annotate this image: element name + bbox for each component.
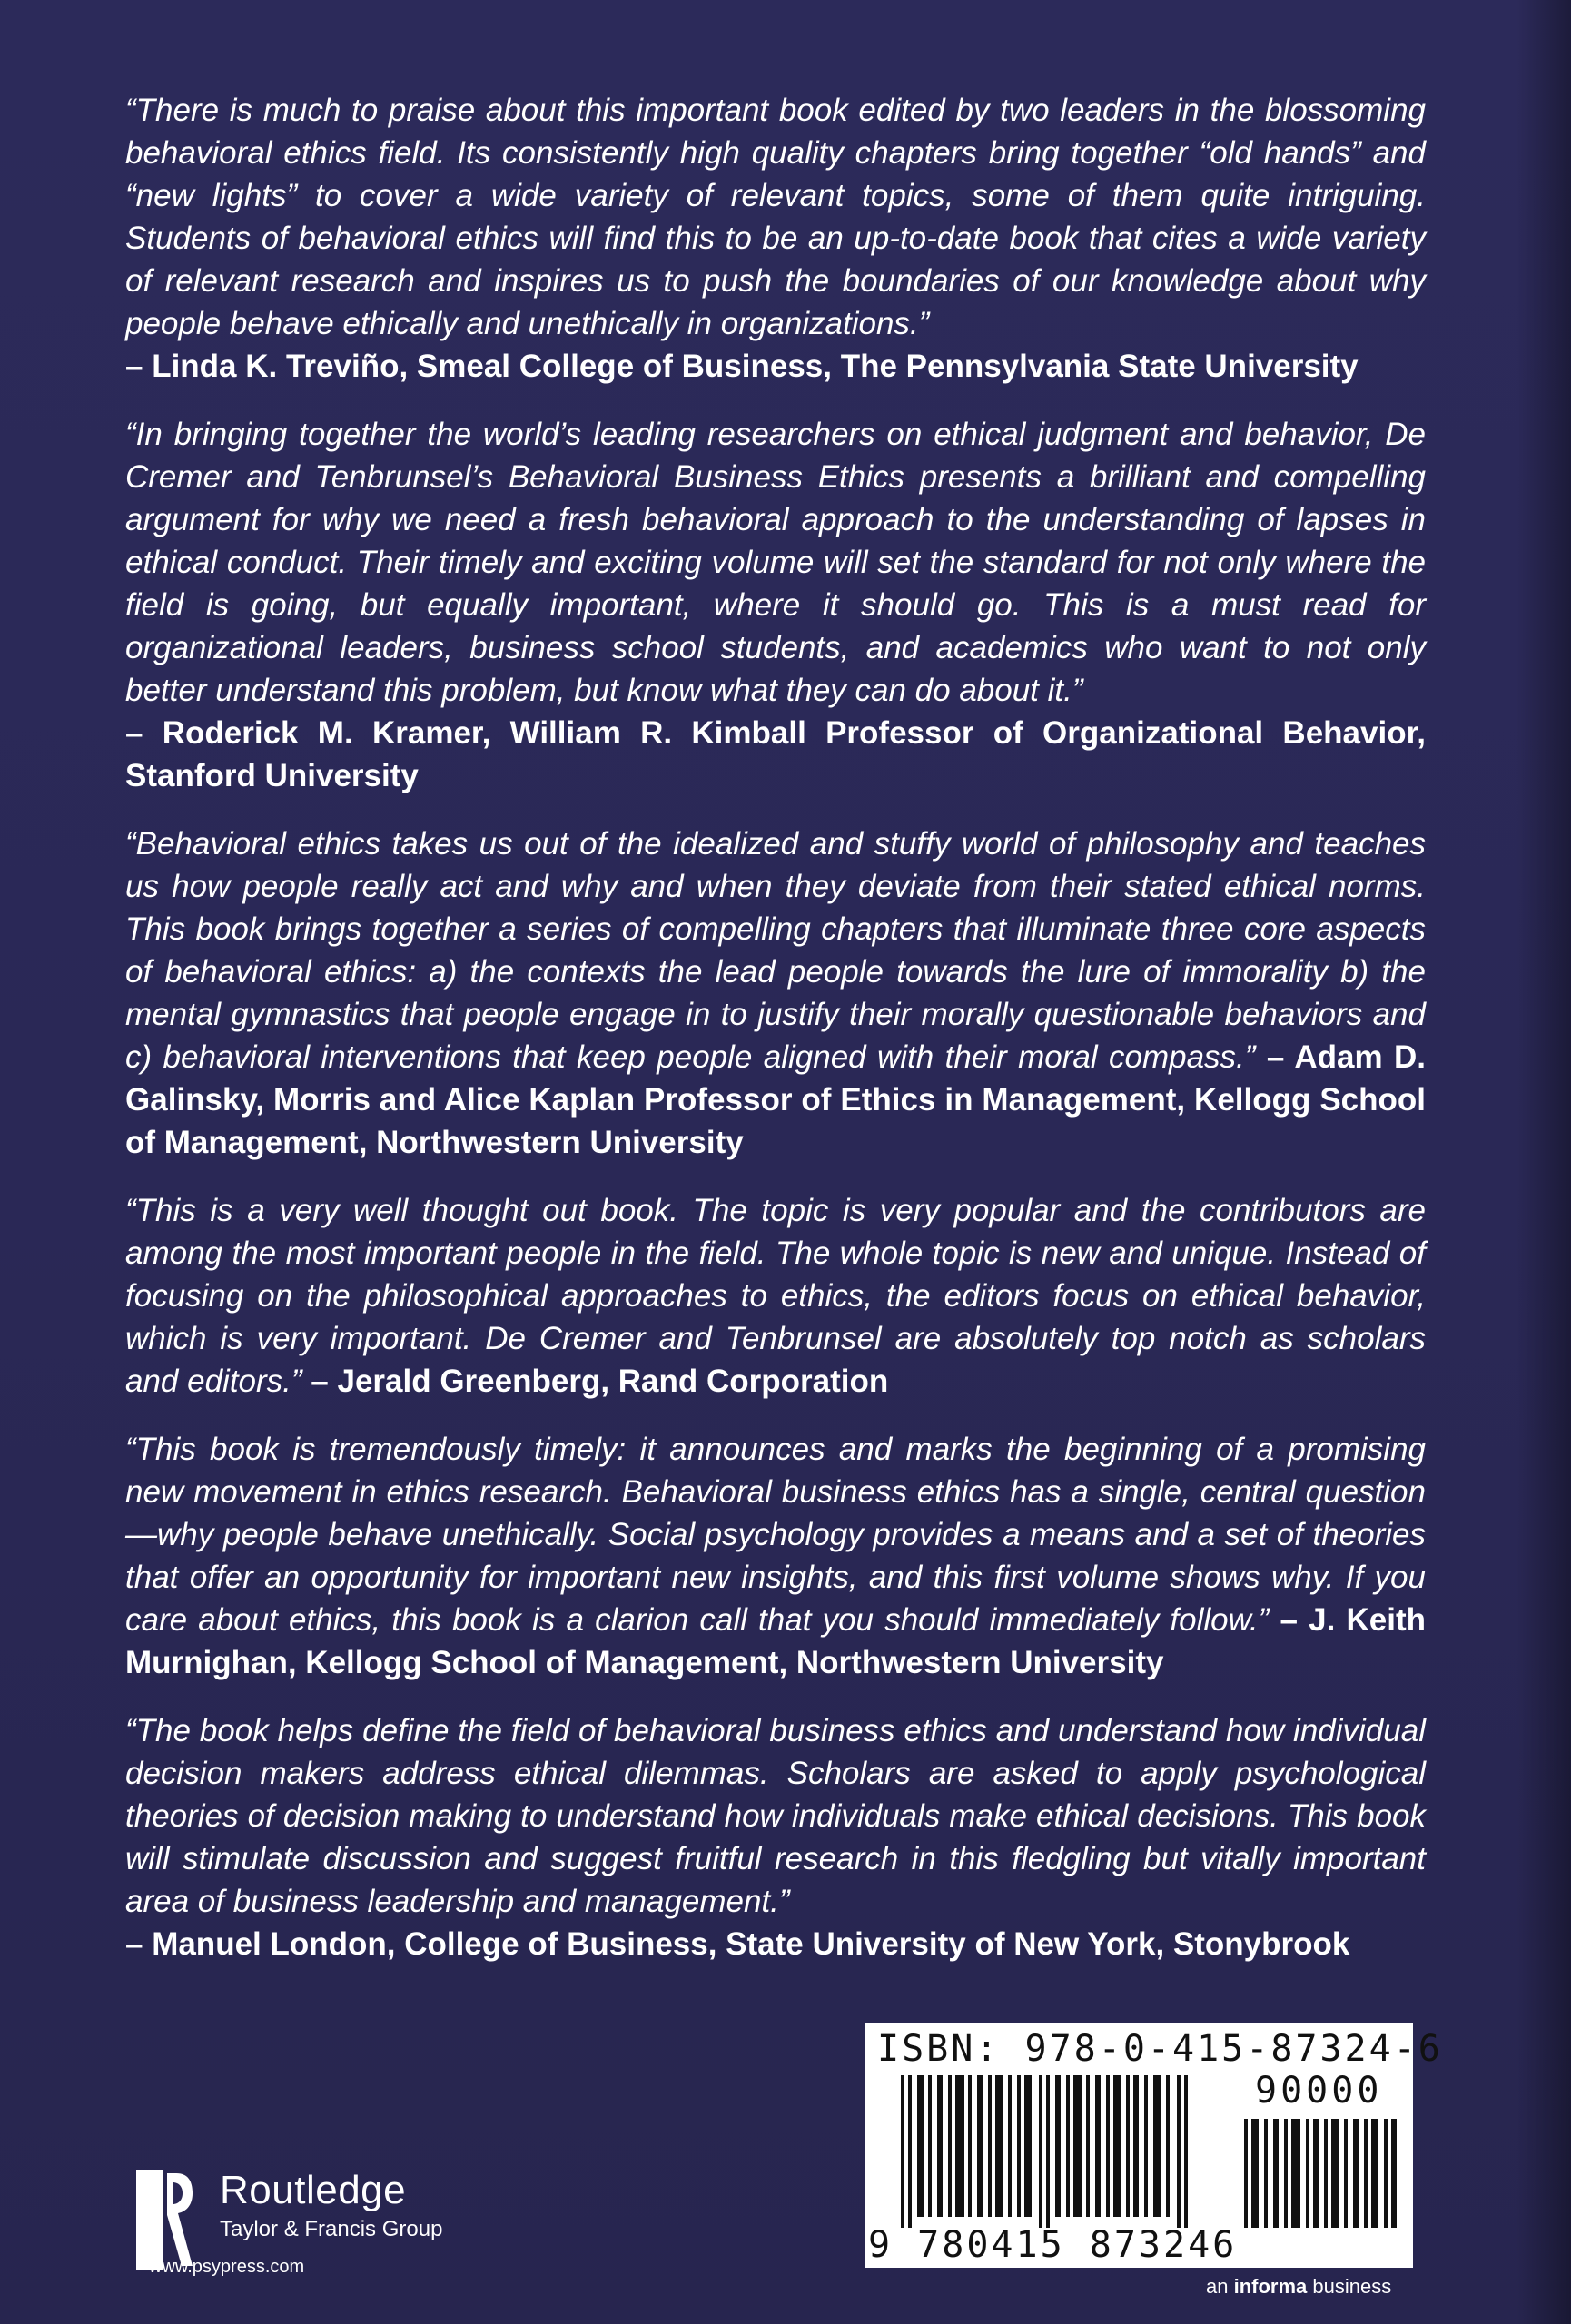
ean-digits: 9 780415 873246 [868,2224,1238,2266]
publisher-group: Taylor & Francis Group [220,2217,443,2241]
endorsement-quote: “Behavioral ethics takes us out of the idealized and stuffy world of philosophy and teaches us how people really act and why and when they deviate from their stated ethical norms. This book brings together a series of compelling chapters that illuminate three core aspects of behavioral ethics: a) the contexts the lead people towards the lure of immorality b) the mental gymnastics that people engage in to justify their morally questionable behaviors and c) behavioral interventions that keep people aligned with their moral compass.” [125,826,1426,1075]
informa-prefix: an [1206,2275,1229,2298]
endorsement-1 [125,89,1426,388]
endorsement-attribution: – J. Keith Murnighan, Kellogg School of Management, Northwestern University [125,1602,1426,1680]
publisher-vertical-wordmark: ROUTLEDGE [143,2191,156,2268]
price-addon-digits: 90000 [1255,2070,1383,2112]
isbn-barcode [865,2023,1443,2268]
endorsement-quote: “There is much to praise about this important book edited by two leaders in the blossoming behavioral ethics field. Its consistently high quality chapters bring together “old hands” and “new lights” to cover a wide variety of relevant topics, some of them quite intriguing. Students of behavioral ethics will find this to be an up-to-date book that cites a wide variety of relevant research and inspires us to push the boundaries of our knowledge about why people behave ethically and unethically in organizations.” [125,93,1426,341]
endorsement-2 [125,413,1426,797]
ean-barcode-bars [901,2075,1191,2228]
endorsement-quote: “In bringing together the world’s leading researchers on ethical judgment and behavior, De Cremer and Tenbrunsel’s Behavioral Business Ethics presents a brilliant and compelling argument for why we need a fresh behavioral approach to the understanding of lapses in ethical conduct. Their timely and exciting volume will set the standard for not only where the field is going, but equally important, where it should go. This is a must read for organizational leaders, business school students, and academics who want to not only better understand this problem, but know what they can do about it.” [125,417,1426,708]
endorsement-attribution: – Adam D. Galinsky, Morris and Alice Kaplan Professor of Ethics in Management, Kellogg School of Management, Northwestern University [125,1039,1426,1160]
informa-brand: informa [1233,2275,1308,2298]
cover-edge-shadow [1517,0,1571,2324]
endorsements [125,89,1426,1991]
publisher-logo [136,2152,518,2288]
endorsement-attribution: – Jerald Greenberg, Rand Corporation [311,1364,889,1399]
informa-tagline [1206,2275,1391,2299]
endorsement-quote: “This is a very well thought out book. The topic is very popular and the contributors are among the most important people in the field. The whole topic is new and unique. Instead of focusing on the philosophical approaches to ethics, the editors focus on ethical behavior, which is very important. De Cremer and Tenbrunsel are absolutely top notch as scholars and editors.” [125,1193,1426,1399]
addon-barcode-bars [1244,2119,1398,2228]
endorsement-5 [125,1428,1426,1684]
endorsement-6 [125,1709,1426,1965]
endorsement-3 [125,822,1426,1164]
endorsement-quote: “The book helps define the field of behavioral business ethics and understand how individual decision makers address ethical dilemmas. Scholars are asked to apply psychological theories of decision making to understand how individuals make ethical decisions. This book will stimulate discussion and suggest fruitful research in this fledgling but vitally important area of business leadership and management.” [125,1713,1426,1919]
publisher-name: Routledge [220,2168,407,2212]
endorsement-attribution: – Manuel London, College of Business, State University of New York, Stonybrook [125,1926,1350,1962]
informa-suffix: business [1312,2275,1392,2298]
endorsement-quote: “This book is tremendously timely: it announces and marks the beginning of a promising new movement in ethics research. Behavioral business ethics has a single, central question—why people behave unethically. Social psychology provides a means and a set of theories that offer an opportunity for important new insights, and this first volume shows why. If you care about ethics, this book is a clarion call that you should immediately follow.” [125,1432,1426,1638]
endorsement-attribution: – Roderick M. Kramer, William R. Kimball Professor of Organizational Behavior, Stanford University [125,715,1426,793]
endorsement-4 [125,1189,1426,1403]
publisher-url: www.psypress.com [149,2257,305,2277]
isbn-text: ISBN: 978-0-415-87324-6 [877,2028,1443,2070]
endorsement-attribution: – Linda K. Treviño, Smeal College of Business, The Pennsylvania State University [125,349,1359,384]
